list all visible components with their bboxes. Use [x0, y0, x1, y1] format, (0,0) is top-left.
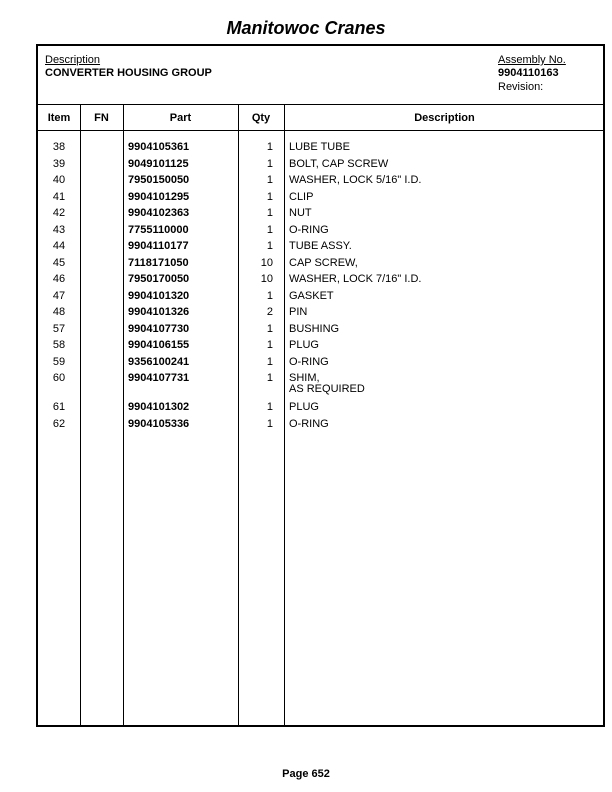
page-title: Manitowoc Cranes — [226, 18, 386, 38]
quantity: 1 — [266, 207, 273, 219]
part-number: 7950150050 — [128, 174, 190, 186]
table-row — [38, 401, 603, 418]
part-description: TUBE ASSY. — [289, 240, 352, 252]
item-number: 41 — [52, 190, 66, 203]
table-row — [38, 158, 603, 175]
quantity: 10 — [260, 273, 273, 285]
part-description-note: AS REQUIRED — [289, 383, 365, 395]
quantity: 1 — [266, 339, 273, 351]
item-number: 44 — [52, 240, 66, 252]
part-description: CLIP — [289, 190, 314, 203]
assembly-number-label: Assembly No. — [498, 54, 566, 66]
quantity: 1 — [266, 223, 273, 236]
part-description: O-RING — [289, 417, 329, 430]
part-description: WASHER, LOCK 7/16" I.D. — [289, 273, 422, 285]
item-number: 40 — [52, 174, 66, 186]
item-number: 60 — [52, 372, 66, 384]
table-row — [38, 240, 603, 257]
item-number: 38 — [52, 141, 66, 153]
description-label: Description — [45, 54, 101, 66]
table-row — [38, 141, 603, 158]
part-number: 9904101320 — [128, 289, 190, 302]
item-number: 45 — [52, 256, 66, 269]
column-fn: FN — [94, 112, 109, 124]
column-description: Description — [414, 112, 475, 124]
part-description: SHIM, — [289, 372, 320, 384]
part-number: 9904107731 — [128, 372, 190, 384]
part-description: GASKET — [289, 289, 334, 302]
part-number: 7755110000 — [128, 223, 189, 236]
part-number: 9904110177 — [128, 240, 189, 252]
item-number: 62 — [52, 417, 66, 430]
quantity: 1 — [266, 157, 273, 170]
part-number: 9904106155 — [128, 339, 190, 351]
part-description: O-RING — [289, 355, 329, 368]
page-number: Page 652 — [282, 768, 330, 780]
table-row — [38, 273, 603, 290]
quantity: 2 — [266, 306, 273, 318]
part-number: 9904101302 — [128, 401, 190, 413]
table-row — [38, 418, 603, 435]
quantity: 10 — [260, 256, 273, 269]
quantity: 1 — [266, 372, 273, 384]
table-row — [38, 356, 603, 373]
assembly-number: 9904110163 — [498, 67, 559, 79]
part-description: BUSHING — [289, 322, 340, 335]
item-number: 48 — [52, 306, 66, 318]
item-number: 47 — [52, 289, 66, 302]
table-row — [38, 224, 603, 241]
part-description: PIN — [289, 306, 308, 318]
part-description: PLUG — [289, 339, 319, 351]
quantity: 1 — [266, 289, 273, 302]
part-description: PLUG — [289, 401, 319, 413]
quantity: 1 — [266, 240, 273, 252]
part-description: WASHER, LOCK 5/16" I.D. — [289, 174, 422, 186]
part-number: 9356100241 — [128, 355, 190, 368]
quantity: 1 — [266, 355, 273, 368]
item-number: 59 — [52, 355, 66, 368]
table-row — [38, 323, 603, 340]
table-row — [38, 257, 603, 274]
quantity: 1 — [266, 190, 273, 203]
table-row — [38, 207, 603, 224]
part-description: BOLT, CAP SCREW — [289, 157, 389, 170]
part-number: 9904105361 — [128, 141, 190, 153]
parts-table-body — [38, 141, 603, 434]
table-row — [38, 191, 603, 208]
table-row — [38, 290, 603, 307]
item-number: 58 — [52, 339, 66, 351]
revision-label: Revision: — [498, 81, 544, 93]
quantity: 1 — [266, 141, 273, 153]
assembly-description: CONVERTER HOUSING GROUP — [45, 67, 212, 79]
part-description: O-RING — [289, 223, 329, 236]
part-description: NUT — [289, 207, 312, 219]
part-number: 9904105336 — [128, 417, 190, 430]
item-number: 57 — [52, 322, 66, 335]
item-number: 39 — [52, 157, 66, 170]
item-number: 46 — [52, 273, 66, 285]
part-number: 9904107730 — [128, 322, 190, 335]
quantity: 1 — [266, 322, 273, 335]
table-row — [38, 306, 603, 323]
table-row — [38, 339, 603, 356]
table-row — [38, 372, 603, 401]
part-number: 7118171050 — [128, 256, 189, 269]
part-number: 9904102363 — [128, 207, 190, 219]
quantity: 1 — [266, 174, 273, 186]
part-number: 9904101326 — [128, 306, 190, 318]
parts-list-frame — [36, 44, 605, 727]
part-description: CAP SCREW, — [289, 256, 358, 269]
item-number: 61 — [52, 401, 66, 413]
part-number: 9904101295 — [128, 190, 190, 203]
table-row — [38, 174, 603, 191]
item-number: 42 — [52, 207, 66, 219]
quantity: 1 — [266, 417, 273, 430]
column-qty: Qty — [251, 112, 271, 124]
quantity: 1 — [266, 401, 273, 413]
column-part: Part — [169, 112, 192, 124]
item-number: 43 — [52, 223, 66, 236]
part-description: LUBE TUBE — [289, 141, 350, 153]
column-item: Item — [47, 112, 71, 124]
assembly-header — [38, 46, 603, 105]
part-number: 7950170050 — [128, 273, 190, 285]
part-number: 9049101125 — [128, 157, 189, 170]
